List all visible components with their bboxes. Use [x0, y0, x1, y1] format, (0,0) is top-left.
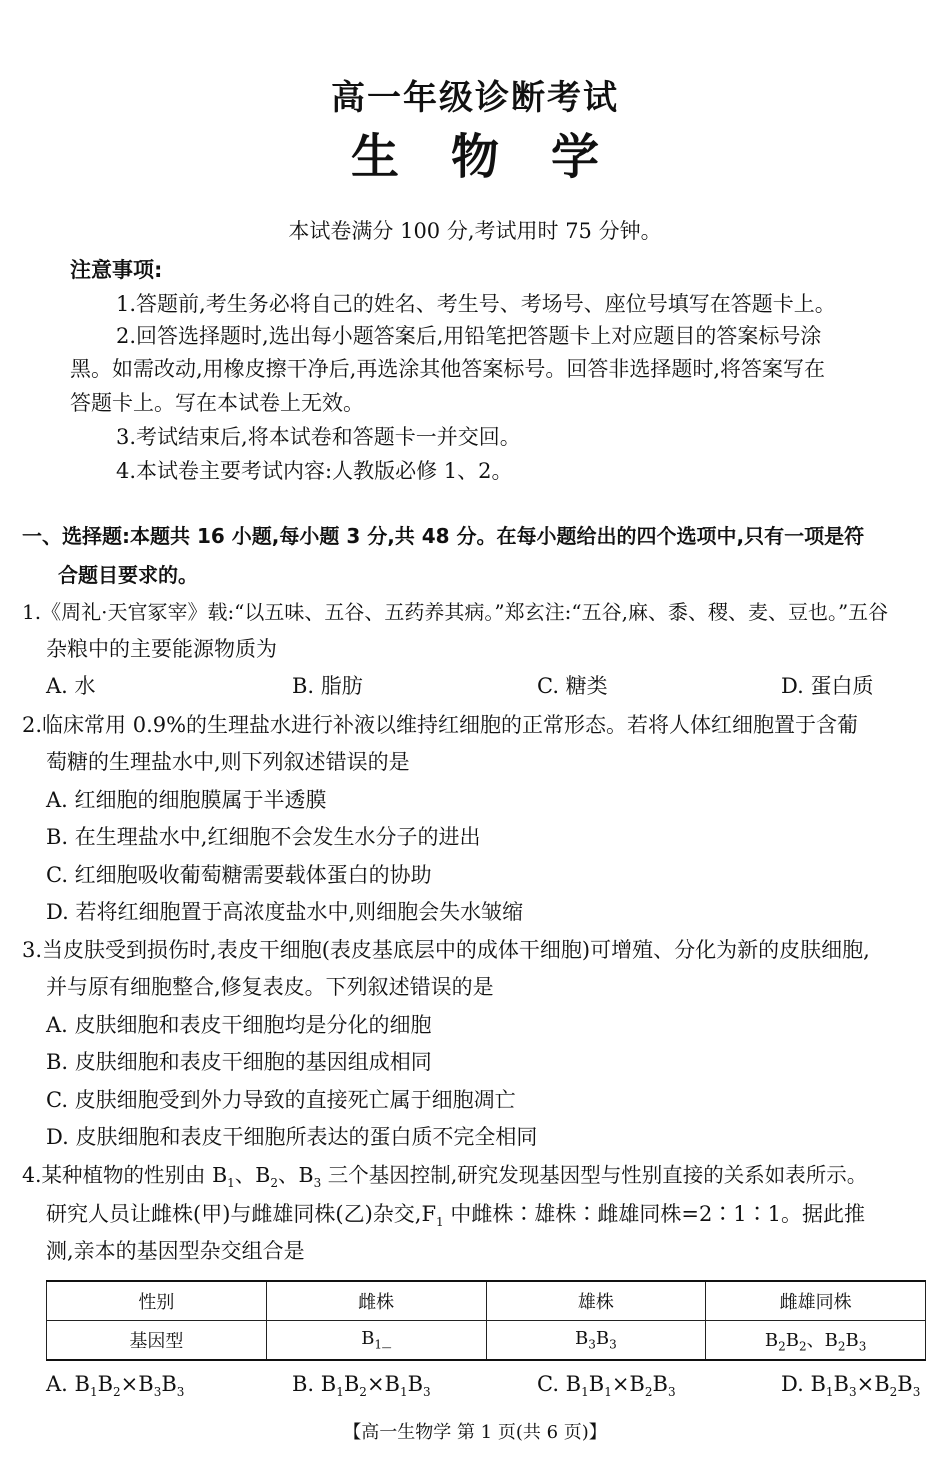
- table-row: [47, 1281, 926, 1321]
- table-cell: $B_2B_2$、$B_2B_3$: [706, 1321, 926, 1361]
- option-b: B. $B_1B_2\times B_1B_3$: [292, 1372, 431, 1400]
- option-c: C. $B_1B_1\times B_2B_3$: [537, 1372, 676, 1400]
- exam-title: 高一年级诊断考试: [331, 78, 619, 118]
- notice-heading: 注意事项:: [70, 258, 163, 282]
- option-c: C. 糖类: [537, 674, 608, 698]
- option-b: B. 在生理盐水中,红细胞不会发生水分子的进出: [46, 825, 481, 849]
- table-cell: 基因型: [47, 1321, 267, 1361]
- option-d: D. 蛋白质: [781, 674, 874, 698]
- option-d: D. $B_1B_3\times B_2B_3$: [781, 1372, 921, 1400]
- table-header-cell: 性别: [47, 1281, 267, 1321]
- question-stem: 4.某种植物的性别由 $B_1$、$B_2$、$B_3$ 三个基因控制,研究发现基因型与性别直接的关系如表所示。: [22, 1163, 868, 1191]
- table-header-cell: 雌株: [266, 1281, 486, 1321]
- genotype-table: [46, 1280, 926, 1361]
- question-stem: 1.《周礼·天官冢宰》载:“以五味、五谷、五药养其病。”郑玄注:“五谷,麻、黍、稷、麦、豆也。”五谷: [22, 600, 889, 624]
- option-b: B. 脂肪: [292, 674, 363, 698]
- option-c: C. 红细胞吸收葡萄糖需要载体蛋白的协助: [46, 863, 432, 887]
- question-stem: 杂粮中的主要能源物质为: [46, 637, 277, 661]
- option-d: D. 若将红细胞置于高浓度盐水中,则细胞会失水皱缩: [46, 900, 524, 924]
- notice-item: 2.回答选择题时,选出每小题答案后,用铅笔把答题卡上对应题目的答案标号涂: [116, 324, 822, 348]
- subject-title: 生物学: [350, 129, 651, 185]
- table-header-cell: 雌雄同株: [706, 1281, 926, 1321]
- notice-item: 1.答题前,考生务必将自己的姓名、考生号、考场号、座位号填写在答题卡上。: [116, 292, 836, 316]
- question-stem: 3.当皮肤受到损伤时,表皮干细胞(表皮基底层中的成体干细胞)可增殖、分化为新的皮肤细胞,: [22, 938, 870, 962]
- option-a: A. $B_1B_2\times B_3B_3$: [46, 1372, 185, 1400]
- table-cell: $B_1\_$: [266, 1321, 486, 1361]
- full-score-note: 本试卷满分 100 分,考试用时 75 分钟。: [288, 219, 662, 243]
- question-stem: 萄糖的生理盐水中,则下列叙述错误的是: [46, 750, 410, 774]
- notice-item: 答题卡上。写在本试卷上无效。: [70, 391, 364, 415]
- section-heading: 一、选择题:本题共 16 小题,每小题 3 分,共 48 分。在每小题给出的四个选项中,只有一项是符: [22, 524, 865, 548]
- question-stem: 测,亲本的基因型杂交组合是: [46, 1239, 305, 1263]
- page-footer: 【高一生物学 第 1 页(共 6 页)】: [343, 1422, 607, 1443]
- option-a: A. 皮肤细胞和表皮干细胞均是分化的细胞: [46, 1013, 432, 1037]
- option-a: A. 水: [46, 674, 96, 698]
- table-row: [47, 1321, 926, 1361]
- question-stem: 研究人员让雌株(甲)与雌雄同株(乙)杂交$,F_1$ 中雌株∶雄株∶雌雄同株=2∶1∶1。据此推: [46, 1202, 866, 1230]
- notice-item: 3.考试结束后,将本试卷和答题卡一并交回。: [116, 425, 521, 449]
- notice-item: 4.本试卷主要考试内容:人教版必修 1、2。: [116, 459, 513, 483]
- option-d: D. 皮肤细胞和表皮干细胞所表达的蛋白质不完全相同: [46, 1125, 538, 1149]
- option-c: C. 皮肤细胞受到外力导致的直接死亡属于细胞凋亡: [46, 1088, 516, 1112]
- option-a: A. 红细胞的细胞膜属于半透膜: [46, 788, 327, 812]
- notice-item: 黑。如需改动,用橡皮擦干净后,再选涂其他答案标号。回答非选择题时,将答案写在: [70, 357, 826, 381]
- option-b: B. 皮肤细胞和表皮干细胞的基因组成相同: [46, 1050, 432, 1074]
- table-header-cell: 雄株: [486, 1281, 706, 1321]
- table-cell: $B_3B_3$: [486, 1321, 706, 1361]
- question-stem: 并与原有细胞整合,修复表皮。下列叙述错误的是: [46, 975, 494, 999]
- question-stem: 2.临床常用 0.9%的生理盐水进行补液以维持红细胞的正常形态。若将人体红细胞置于含葡: [22, 713, 859, 737]
- section-heading-cont: 合题目要求的。: [58, 563, 198, 587]
